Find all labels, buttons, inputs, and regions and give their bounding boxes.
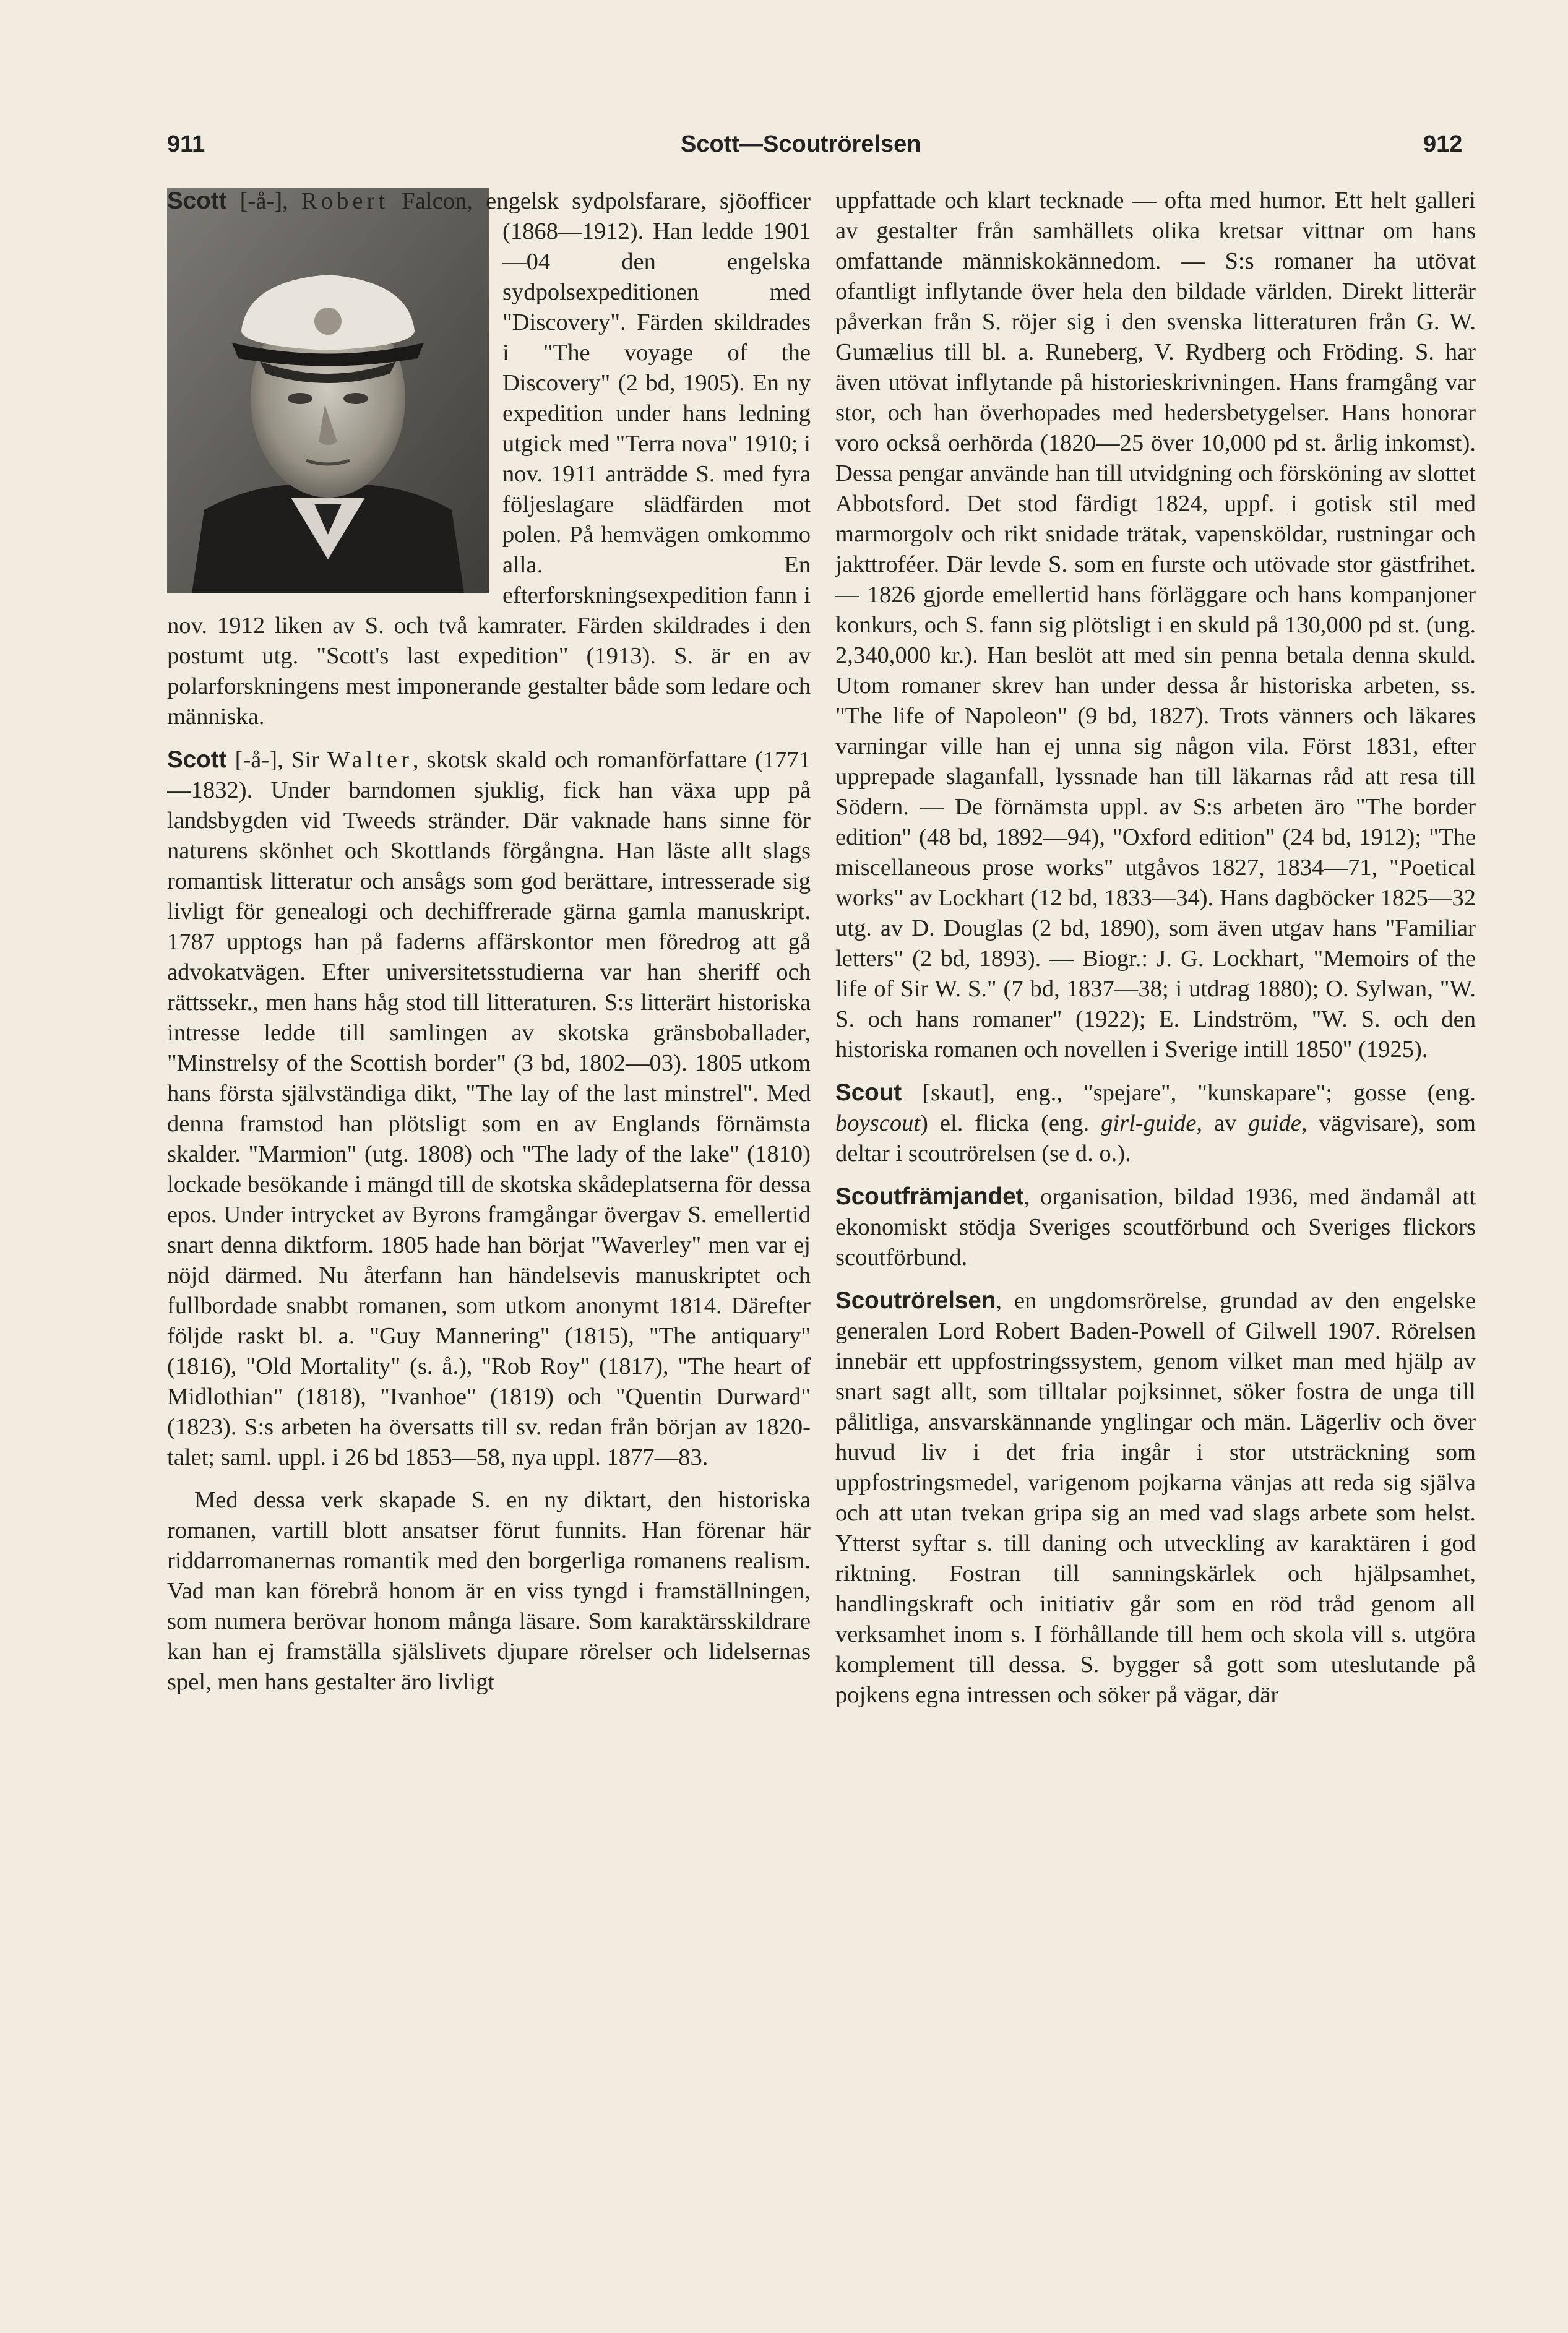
entry-scott-walter: Scott [-å-], Sir Walter, skotsk skald och romanförfattare (1771—1832). Under barndomen sjuklig, fick han växa upp på landsbygden vid Tweeds stränder. Där vaknade hans sinne för naturens skönhet och Skottlands förgångna. Han läste allt slags romantisk litteratur och ansågs som god berättare, intresserade sig livligt för genealogi och dechiffrerade gärna gamla manuskript. 1787 upptogs han på faderns affärskontor men föredrog att gå advokatvägen. Efter universitetsstudierna var han sheriff och rättssekr., men hans håg stod till litteraturen. S:s litterärt historiska intresse ledde till samlingen av skotska gränsboballader, "Minstrelsy of the Scottish border" (3 bd, 1802—03). 1805 utkom hans första självständiga dikt, "The lay of the last minstrel". Med denna framstod han plötsligt som en av Englands förnämsta skalder. "Marmion" (utg. 1808) och "The lady of the lake" (1810) lockade besökande i mängd till de skotska skådeplatserna för dessa epos. Under intrycket av Byrons framgångar övergav S. emellertid snart denna diktform. 1805 hade han börjat "Waverley" men var ej nöjd därmed. Nu återfann han händelsevis manuskriptet och fullbordade snabbt romanen, som utkom anonymt 1814. Därefter följde raskt bl. a. "Guy Mannering" (1815), "The antiquary" (1816), "Old Mortality" (s. å.), "Rob Roy" (1817), "The heart of Midlothian" (1818), "Ivanhoe" (1819) och "Quentin Durward" (1823). S:s arbeten ha översatts till sv. redan från början av 1820-talet; saml. uppl. i 26 bd 1853—58, nya uppl. 1877—83. — [167, 746, 811, 1470]
headword: Scout — [835, 1079, 902, 1106]
running-head: Scott—Scoutrörelsen — [681, 131, 921, 157]
spaced-name: Robert — [301, 188, 389, 214]
paragraph-continued: uppfattade och klart tecknade — ofta med humor. Ett helt galleri av gestalter från samhällets olika kretsar vittnar om hans omfattande människokännedom. — S:s romaner ha utövat ofantligt inflytande över hela den bildade världen. Direkt litterär påverkan från S. röjer sig i den svenska litteraturen från G. W. Gumælius till bl. a. Runeberg, V. Rydberg och Fröding. S. har även utövat inflytande på historieskrivningen. Hans framgång var stor, och han överhopades med hedersbetygelser. Hans honorar voro också oerhörda (1820—25 över 10,000 pd st. årlig inkomst). Dessa pengar använde han till utvidgning och försköning av slottet Abbotsford. Det stod färdigt 1824, uppf. i gotisk stil med marmorgolv och rikt snidade trätak, vapensköldar, rustningar och jakttroféer. Där levde S. som en furste och utövade stor gästfrihet. — 1826 gjorde emellertid hans förläggare och hans kompanjoner konkurs, och S. fann sig plötsligt i en skuld på 130,000 pd st. (ung. 2,340,000 kr.). Han beslöt att med sin penna betala denna skuld. Utom romaner skrev han under dessa år historiska arbeten, ss. "The life of Napoleon" (9 bd, 1827). Trots vänners och läkares varningar ville han ej unna sig någon vila. Först 1831, efter upprepade slaganfall, lyssnade han till läkarnas råd att resa till Södern. — De förnämsta uppl. av S:s arbeten äro "The border edition" (48 bd, 1892—94), "Oxford edition" (24 bd, 1912); "The miscellaneous prose works" utgåvos 1827, 1834—71, "Poetical works" av Lockhart (12 bd, 1833—34). Hans dagböcker 1825—32 utg. av D. Douglas (2 bd, 1890), som även utgav hans "Familiar letters" (2 bd, 1893). — Biogr.: J. G. Lockhart, "Memoirs of the life of Sir W. S." (7 bd, 1837—38; i utdrag 1880); O. Sylwan, "W. S. och hans romaner" (1922); E. Lindström, "W. S. och den historiska romanen och novellen i Sverige intill 1850" (1925). — [835, 188, 1476, 1063]
headword: Scoutrörelsen — [835, 1287, 996, 1314]
right-column — [835, 186, 1476, 2203]
entry-scoutframjandet: Scoutfrämjandet, organisation, bildad 1936, med ändamål att ekonomiskt stödja Sveriges scoutförbund och Sveriges flickors scoutförbund. — [835, 1183, 1476, 1270]
entry-scott-robert: Scott [-å-], Robert Falcon, engelsk sydpolsfarare, sjöofficer (1868—1912). Han ledde 1901—04 den engelska sydpolsexpeditionen med "Discovery". Färden skildrades i "The voyage of the Discovery" (2 bd, 1905). En ny expedition under hans ledning utgick med "Terra nova" 1910; i nov. 1911 anträdde S. med fyra följeslagare slädfärden mot polen. På hemvägen omkommo alla. En efterforskningsexpedition fann i nov. 1912 liken av S. och två kamrater. Färden skildrades i den postumt utg. "Scott's last expedition" (1913). S. är en av polarforskningens mest imponerande gestalter både som ledare och människa. — [167, 188, 811, 730]
headword: Scoutfrämjandet — [835, 1183, 1024, 1210]
entry-scout: Scout [skaut], eng., "spejare", "kunskapare"; gosse (eng. boyscout) el. flicka (eng. girl-guide, av guide, vägvisare), som deltar i scoutrörelsen (se d. o.). — [835, 1079, 1476, 1166]
headword: Scott — [167, 188, 227, 214]
portrait-photo-icon — [167, 188, 489, 593]
left-page-number: 911 — [167, 131, 205, 157]
left-column — [167, 186, 811, 2203]
spaced-name: Walter — [327, 747, 413, 773]
right-page-number: 912 — [1423, 131, 1463, 157]
headword: Scott — [167, 746, 227, 773]
entry-scoutrorelsen: Scoutrörelsen, en ungdomsrörelse, grundad av den engelske generalen Lord Robert Baden-Powell of Gilwell 1907. Rörelsen innebär ett uppfostringssystem, genom vilket man med hjälp av snart sagt allt, som tilltalar pojksinnet, söker fostra de unga till pålitliga, ansvarskännande ynglingar och män. Lägerliv och över huvud liv i det fria ingår i stor utsträckning som uppfostringsmedel, varigenom pojkarna vänjas att reda sig själva och att utan tvekan gripa sig an med vad slags arbete som helst. Ytterst syftar s. till daning och utveckling av karaktären i god riktning. Fostran till sanningskärlek och hjälpsamhet, handlingskraft och initiativ går som en röd tråd genom all verksamhet inom s. I förhållande till hem och skola vill s. utgöra komplement till dessa. S. bygger så gott som uteslutande på pojkens egna intressen och söker på vägar, där — [835, 1287, 1476, 1708]
paragraph: Med dessa verk skapade S. en ny diktart, den historiska romanen, vartill blott ansatser förut funnits. Han förenar här riddarromanernas romantik med den borgerliga romanens realism. Vad man kan förebrå honom är en viss tyngd i framställningen, som numera berövar honom många läsare. Som karaktärsskildrare kan han ej framställa själslivets djupare rörelser och lidelsernas spel, men hans gestalter äro livligt — [167, 1487, 811, 1695]
